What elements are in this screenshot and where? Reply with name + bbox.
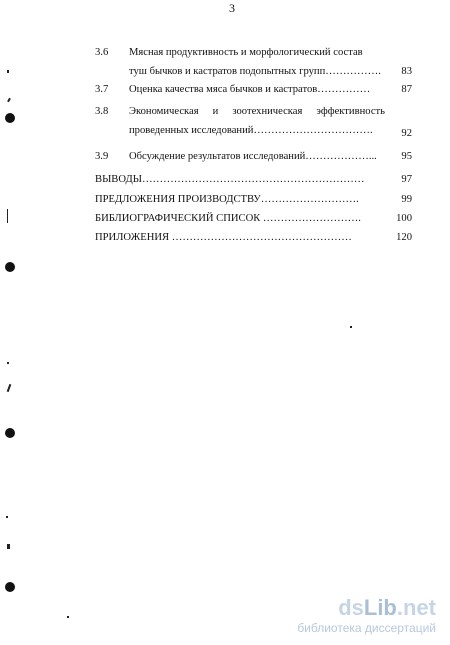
entry-page: 83 [401,66,412,77]
scan-speck [7,209,8,223]
binder-hole [5,582,15,592]
scan-speck [67,616,69,618]
section-title: ПРЕДЛОЖЕНИЯ ПРОИЗВОДСТВУ………………………. [95,194,359,205]
entry-title-continued: туш бычков и кастратов подопытных групп……………. [129,66,381,77]
entry-number: 3.8 [95,106,109,117]
entry-word: и [212,106,219,117]
section-title: ВЫВОДЫ……………………………………………………… [95,174,365,185]
watermark [297,597,436,635]
page-number: 3 [229,1,235,15]
entry-title-continued: проведенных исследований……………………………. [129,125,373,136]
entry-number: 3.9 [95,151,109,162]
section-page: 97 [401,174,412,185]
scan-speck [7,70,9,73]
entry-number: 3.7 [95,84,109,95]
watermark-subtitle: библиотека диссертаций [297,621,436,635]
scan-speck [6,516,8,518]
section-page: 99 [401,194,412,205]
section-page: 120 [396,232,412,243]
binder-hole [5,262,15,272]
scan-speck [7,384,12,392]
section-title: ПРИЛОЖЕНИЯ …………………………………………… [95,232,352,243]
entry-title: Мясная продуктивность и морфологический состав [129,47,363,58]
entry-page: 92 [401,128,412,139]
entry-page: 87 [401,84,412,95]
entry-title-justified [129,106,385,117]
entry-number: 3.6 [95,47,109,58]
entry-page: 95 [401,151,412,162]
watermark-brand: dsLib.net [338,595,436,620]
section-page: 100 [396,213,412,224]
table-of-contents [0,0,450,260]
entry-word: Экономическая [129,106,199,117]
scan-speck [7,362,9,364]
entry-word: эффективность [316,106,385,117]
scan-speck [7,544,10,549]
binder-hole [5,428,15,438]
section-title: БИБЛИОГРАФИЧЕСКИЙ СПИСОК ………………………. [95,213,361,224]
binder-hole [5,113,15,123]
entry-title: Обсуждение результатов исследований………………... [129,151,377,162]
entry-word: зоотехническая [232,106,303,117]
entry-title: Оценка качества мяса бычков и кастратов…………… [129,84,371,95]
scan-speck [350,326,352,328]
